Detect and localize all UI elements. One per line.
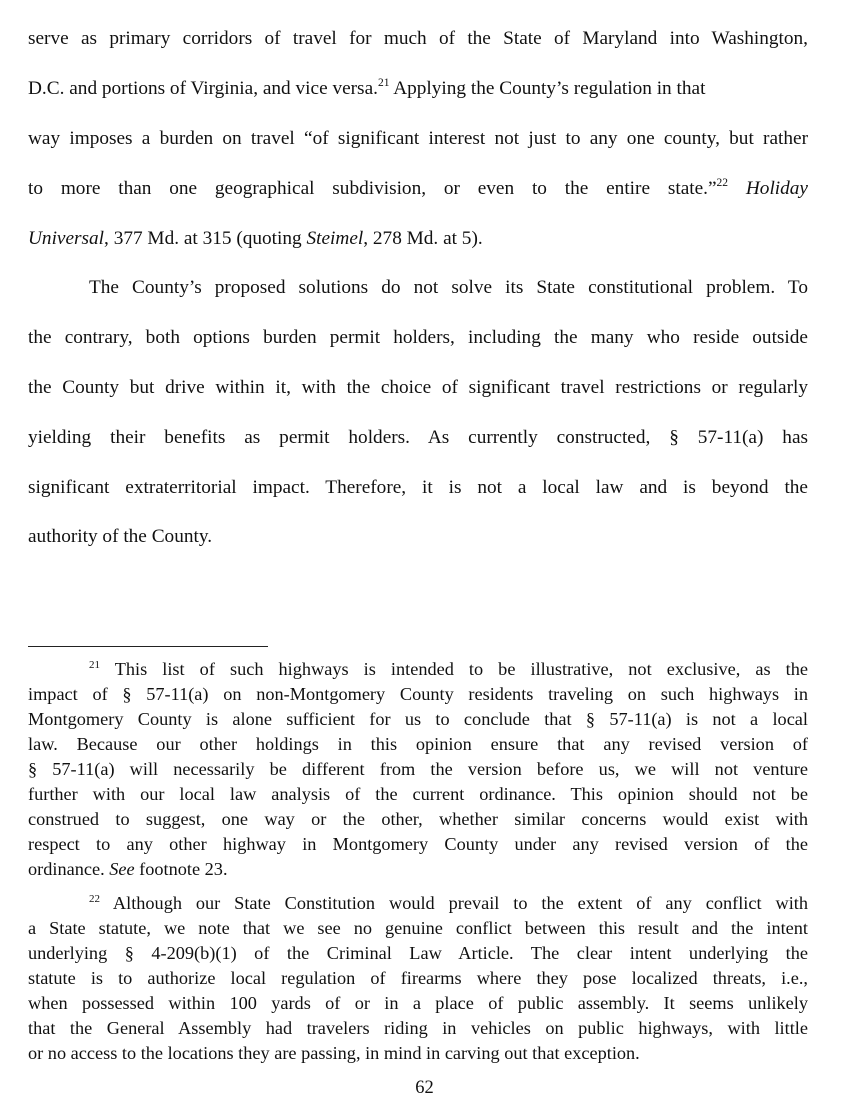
footnote-text: statute is to authorize local regulation of firearms where they pose localized threats, i.e., bbox=[28, 968, 808, 988]
footnote-text: further with our local law analysis of the current ordinance. This opinion should not be bbox=[28, 784, 808, 804]
footnote-text: that the General Assembly had travelers riding in vehicles on public highways, with little bbox=[28, 1018, 808, 1038]
body-line-10 bbox=[28, 476, 808, 500]
body-line-5 bbox=[28, 227, 808, 251]
body-text: The County’s proposed solutions do not solve its State constitutional problem. To bbox=[89, 277, 808, 298]
footnote-22-line-6 bbox=[28, 1017, 808, 1039]
case-citation: Holiday bbox=[745, 178, 808, 199]
case-citation: Universal bbox=[28, 228, 105, 249]
footnote-22-line-1 bbox=[89, 892, 808, 914]
footnote-22-line-3 bbox=[28, 942, 808, 964]
footnote-text: respect to any other highway in Montgomery County under any revised version of the bbox=[28, 834, 808, 854]
body-text: Applying the County’s regulation in that bbox=[389, 78, 706, 99]
footnote-separator bbox=[28, 646, 268, 647]
body-line-8 bbox=[28, 376, 808, 400]
footnote-21-line-2 bbox=[28, 683, 808, 705]
footnote-22-line-2 bbox=[28, 917, 808, 939]
footnote-21-line-6 bbox=[28, 783, 808, 805]
footnote-number-21: 21 bbox=[89, 659, 100, 671]
footnote-21-line-1 bbox=[89, 658, 808, 680]
footnote-text: § 57-11(a) will necessarily be different from the version before us, we will not venture bbox=[28, 759, 808, 779]
footnote-21-line-3 bbox=[28, 708, 808, 730]
body-line-11 bbox=[28, 525, 808, 549]
footnote-21-line-8 bbox=[28, 833, 808, 855]
footnote-text: This list of such highways is intended to be illustrative, not exclusive, as the bbox=[100, 659, 808, 679]
body-text: serve as primary corridors of travel for much of the State of Maryland into Washington, bbox=[28, 28, 808, 49]
footnote-22-line-4 bbox=[28, 967, 808, 989]
footnote-text: a State statute, we note that we see no genuine conflict between this result and the intent bbox=[28, 918, 808, 938]
body-line-9 bbox=[28, 426, 808, 450]
footnote-text: or no access to the locations they are passing, in mind in carving out that exception. bbox=[28, 1043, 640, 1063]
body-text: to more than one geographical subdivision, or even to the entire state.” bbox=[28, 178, 717, 199]
body-text: significant extraterritorial impact. Therefore, it is not a local law and is beyond the bbox=[28, 477, 808, 498]
footnote-21-line-9 bbox=[28, 858, 808, 880]
body-line-4 bbox=[28, 177, 808, 201]
footnote-text: Montgomery County is alone sufficient for us to conclude that § 57-11(a) is not a local bbox=[28, 709, 808, 729]
body-text: way imposes a burden on travel “of significant interest not just to any one county, but rather bbox=[28, 128, 808, 149]
body-text: , 278 Md. at 5). bbox=[363, 228, 483, 249]
page-number: 62 bbox=[415, 1078, 434, 1098]
signal-word: See bbox=[109, 859, 135, 879]
footnote-text: law. Because our other holdings in this opinion ensure that any revised version of bbox=[28, 734, 808, 754]
footnote-22-line-7 bbox=[28, 1042, 808, 1064]
body-text: , 377 Md. at 315 (quoting bbox=[104, 228, 307, 249]
footnote-21-line-7 bbox=[28, 808, 808, 830]
body-text: D.C. and portions of Virginia, and vice versa. bbox=[28, 78, 378, 99]
footnote-text: impact of § 57-11(a) on non-Montgomery County residents traveling on such highways in bbox=[28, 684, 808, 704]
body-text: authority of the County. bbox=[28, 526, 213, 547]
footnote-text: when possessed within 100 yards of or in a place of public assembly. It seems unlikely bbox=[28, 993, 808, 1013]
body-line-3 bbox=[28, 127, 808, 151]
footnote-text: footnote 23. bbox=[134, 859, 228, 879]
body-text: yielding their benefits as permit holders. As currently constructed, § 57-11(a) has bbox=[28, 427, 808, 448]
footnote-21-line-5 bbox=[28, 758, 808, 780]
footnote-text: underlying § 4-209(b)(1) of the Criminal Law Article. The clear intent underlying the bbox=[28, 943, 808, 963]
footnote-text: construed to suggest, one way or the other, whether similar concerns would exist with bbox=[28, 809, 808, 829]
body-text: the County but drive within it, with the choice of significant travel restrictions or regularly bbox=[28, 377, 808, 398]
footnote-22-line-5 bbox=[28, 992, 808, 1014]
footnote-text: Although our State Constitution would prevail to the extent of any conflict with bbox=[100, 893, 808, 913]
footnote-ref-22[interactable]: 22 bbox=[716, 177, 729, 189]
case-citation: Steimel bbox=[306, 228, 364, 249]
body-line-1 bbox=[28, 27, 808, 51]
footnote-text: ordinance. bbox=[28, 859, 110, 879]
footnote-21-line-4 bbox=[28, 733, 808, 755]
footnote-number-22: 22 bbox=[89, 893, 100, 905]
footnote-ref-21[interactable]: 21 bbox=[377, 77, 390, 89]
body-line-6 bbox=[89, 276, 808, 300]
body-text: the contrary, both options burden permit holders, including the many who reside outside bbox=[28, 327, 808, 348]
body-line-7 bbox=[28, 326, 808, 350]
body-line-2 bbox=[28, 77, 808, 101]
